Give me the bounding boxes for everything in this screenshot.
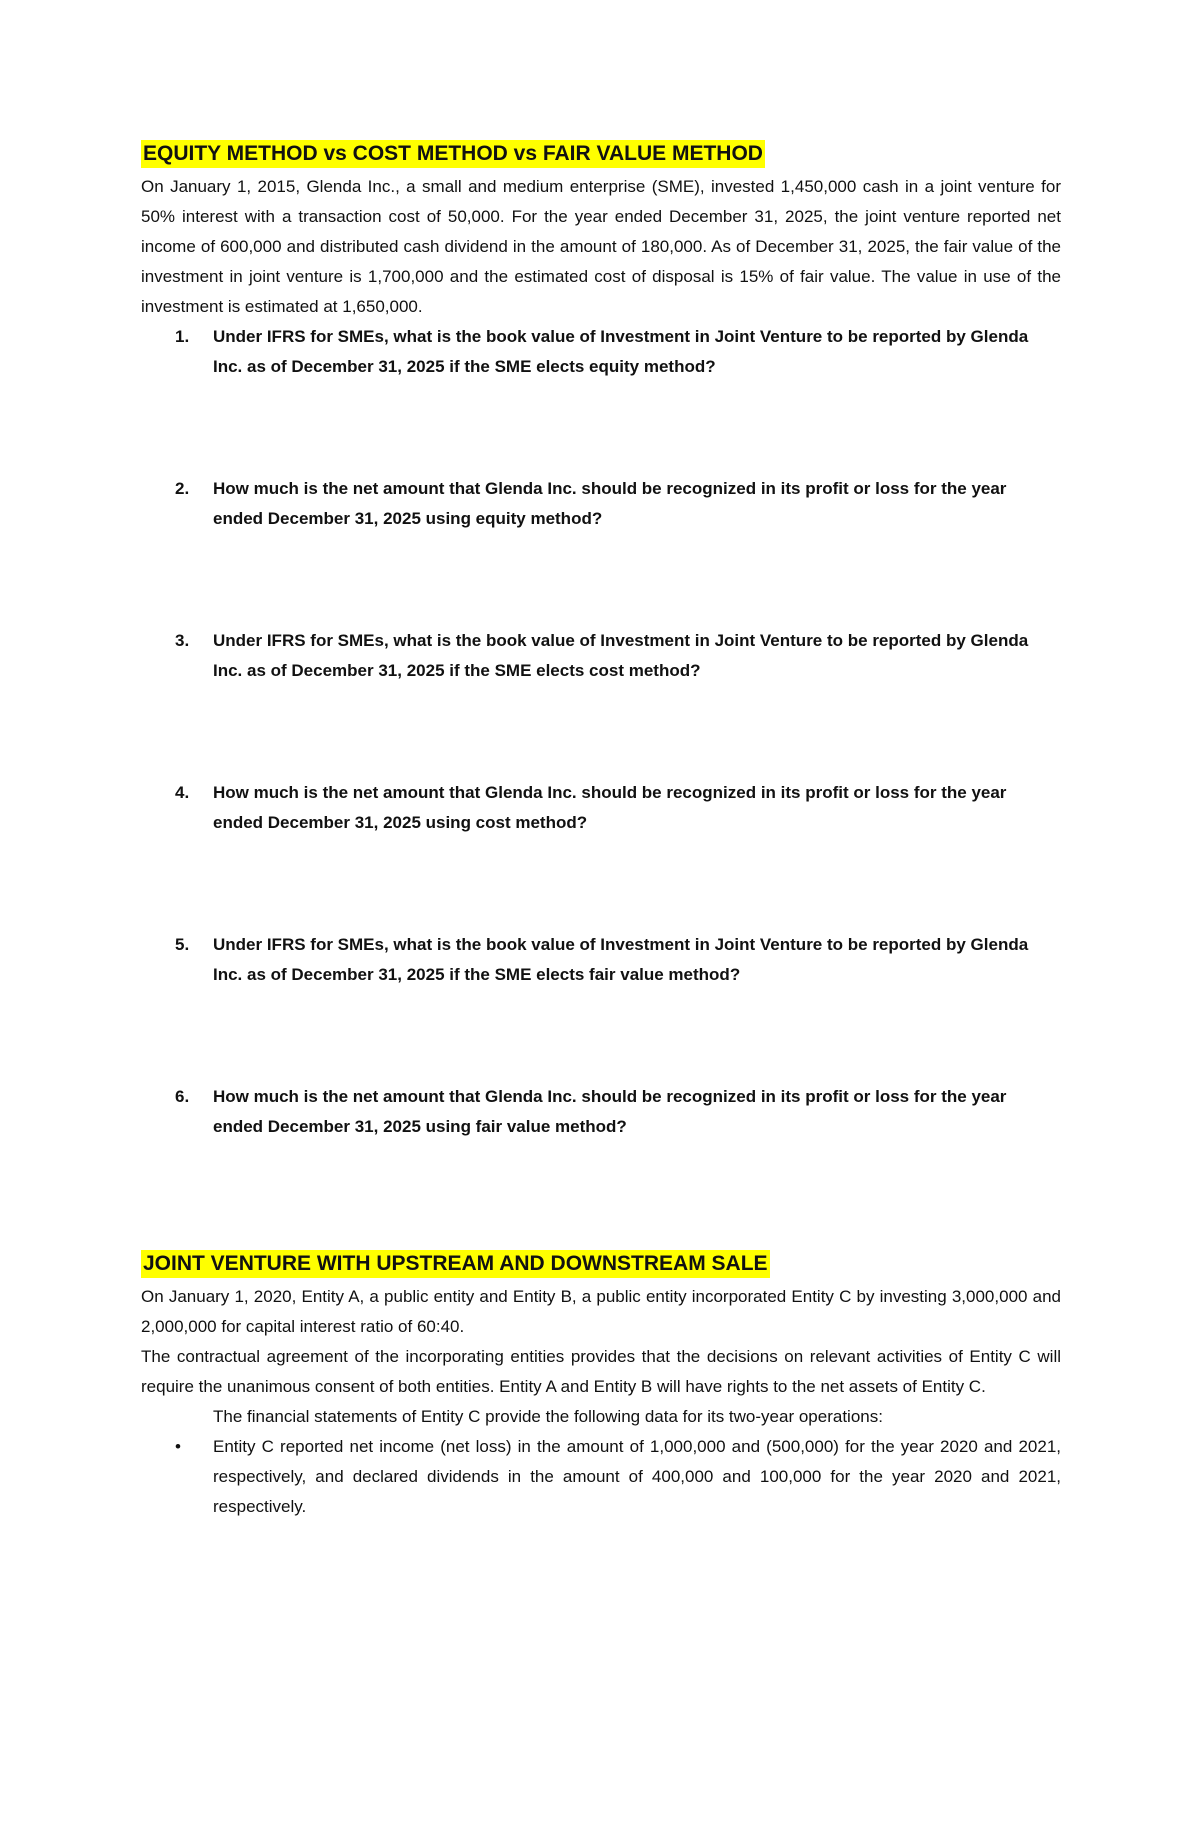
question-number: 6. xyxy=(175,1087,190,1106)
paragraph: On January 1, 2020, Entity A, a public entity and Entity B, a public entity incorporated Entity C by investing 3,000,000 and 2,000,000 for capital interest ratio of 60:40. xyxy=(141,1287,1061,1336)
question-number: 1. xyxy=(175,327,190,346)
question-text: Under IFRS for SMEs, what is the book value of Investment in Joint Venture to be reported by Glenda Inc. as of December 31, 2025 if the SME elects cost method? xyxy=(213,631,1029,680)
section-heading: JOINT VENTURE WITH UPSTREAM AND DOWNSTREAM SALE xyxy=(141,1250,770,1278)
indented-paragraph: The financial statements of Entity C provide the following data for its two-year operations: xyxy=(213,1407,883,1426)
section-joint-venture-sales xyxy=(141,1250,1061,1522)
answer-space xyxy=(141,990,1061,1082)
section-heading: EQUITY METHOD vs COST METHOD vs FAIR VALUE METHOD xyxy=(141,140,765,168)
question-list xyxy=(141,322,1061,1142)
bullet-icon: • xyxy=(175,1437,181,1456)
document-page xyxy=(141,140,1061,1522)
answer-space xyxy=(141,686,1061,778)
question-number: 4. xyxy=(175,783,190,802)
question-item xyxy=(141,626,1061,686)
answer-space xyxy=(141,382,1061,474)
bullet-text: Entity C reported net income (net loss) in the amount of 1,000,000 and (500,000) for the year 2020 and 2021, respectively, and declared dividends in the amount of 400,000 and 100,000 for the year 2020 and 2021, respectively. xyxy=(213,1437,1061,1516)
question-item xyxy=(141,930,1061,990)
question-text: Under IFRS for SMEs, what is the book value of Investment in Joint Venture to be reported by Glenda Inc. as of December 31, 2025 if the SME elects fair value method? xyxy=(213,935,1029,984)
answer-space xyxy=(141,838,1061,930)
question-text: How much is the net amount that Glenda Inc. should be recognized in its profit or loss for the year ended December 31, 2025 using cost method? xyxy=(213,783,1007,832)
question-number: 2. xyxy=(175,479,190,498)
question-item xyxy=(141,322,1061,382)
bullet-item xyxy=(141,1432,1061,1522)
intro-paragraph: On January 1, 2015, Glenda Inc., a small and medium enterprise (SME), invested 1,450,000 cash in a joint venture for 50% interest with a transaction cost of 50,000. For the year ended December 31, 2025, the joint venture reported net income of 600,000 and distributed cash dividend in the amount of 180,000. As of December 31, 2025, the fair value of the investment in joint venture is 1,700,000 and the estimated cost of disposal is 15% of fair value. The value in use of the investment is estimated at 1,650,000. xyxy=(141,177,1061,316)
answer-space xyxy=(141,534,1061,626)
question-item xyxy=(141,778,1061,838)
question-number: 5. xyxy=(175,935,190,954)
question-item xyxy=(141,1082,1061,1142)
section-equity-methods xyxy=(141,140,1061,1142)
question-text: Under IFRS for SMEs, what is the book value of Investment in Joint Venture to be reported by Glenda Inc. as of December 31, 2025 if the SME elects equity method? xyxy=(213,327,1029,376)
question-text: How much is the net amount that Glenda Inc. should be recognized in its profit or loss for the year ended December 31, 2025 using equity method? xyxy=(213,479,1007,528)
question-text: How much is the net amount that Glenda Inc. should be recognized in its profit or loss for the year ended December 31, 2025 using fair value method? xyxy=(213,1087,1007,1136)
paragraph: The contractual agreement of the incorporating entities provides that the decisions on relevant activities of Entity C will require the unanimous consent of both entities. Entity A and Entity B will have rights to the net assets of Entity C. xyxy=(141,1347,1061,1396)
question-number: 3. xyxy=(175,631,190,650)
question-item xyxy=(141,474,1061,534)
